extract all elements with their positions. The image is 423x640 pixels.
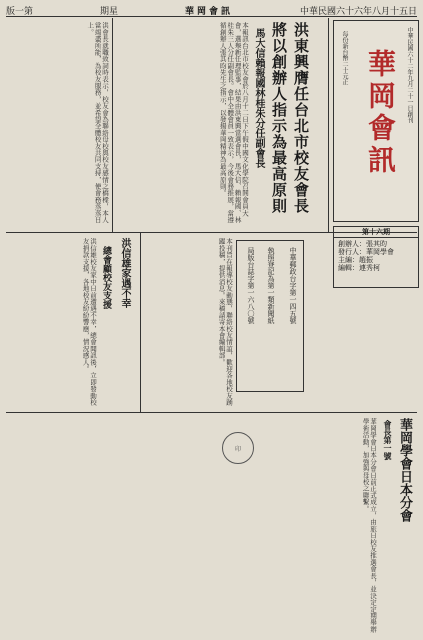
column-divider: [6, 412, 417, 413]
stamp-text: 印: [234, 445, 241, 453]
bottom-headline: 華岡學會日本分會: [397, 418, 412, 522]
registration-line: 中華郵政台字第一四五號: [289, 247, 297, 324]
page-label: 版一第: [6, 6, 34, 17]
registration-line: 局版台誌字第一六八〇號: [247, 247, 255, 324]
staff-name: 趙振: [359, 256, 373, 264]
issue-staff-box: [333, 226, 419, 288]
staff-row: [338, 240, 414, 248]
article-body: 本刊旨在報導校友動態，聯絡校友情誼，歡迎各地校友踴躍投稿，提供消息。來稿請寄本會編輯部。: [217, 238, 233, 406]
masthead-publisher-line: 中華民國六十二年九月二十一日創刊: [406, 27, 413, 123]
article-body: 洪信雄校友家中日前遭遇不幸，總會聞訊後，立即發動校友捐款支援，各地校友紛紛響應，情況感人。: [81, 238, 97, 406]
page-header: [6, 4, 417, 17]
main-subhead: 馬大信賴報國林桂朱分任副會長: [253, 28, 264, 168]
staff-list: [334, 238, 418, 274]
registration-line: 執照登記為第一類新聞紙: [267, 247, 275, 324]
column-divider: [328, 18, 329, 232]
masthead-subscription: 每份新台幣二十元正: [341, 31, 348, 85]
registration-box: [236, 240, 304, 392]
staff-row: [338, 264, 414, 272]
article-body: 本報訊台北市校友會於八月十二日下午假中國文化學院召開會員大會，選舉新任理監事，結果由洪東興當選會長，馬大信、賴報國、林桂朱三人分任副會長。會中全體會員一致表示，今後會務推展，當遵循創辦人張其昀先生之指示，以發揚華岡精神為最高原則。: [218, 22, 249, 223]
header-paper-name: 華岡會訊: [184, 6, 233, 17]
staff-role: 主編：: [338, 256, 359, 264]
staff-name: 張其昀: [366, 240, 387, 248]
staff-role: 編輯：: [338, 264, 359, 272]
staff-row: [338, 248, 414, 256]
staff-name: 華岡學會: [366, 248, 394, 256]
issue-number: 第十六期: [334, 227, 418, 238]
masthead: [333, 20, 419, 222]
staff-role: 創辦人：: [338, 240, 366, 248]
main-headline-2: 將以創辦人指示為最高原則: [270, 22, 288, 214]
weekday-label: 期星: [99, 6, 118, 17]
staff-role: 發行人：: [338, 248, 366, 256]
column-divider: [112, 18, 113, 232]
masthead-title: 華岡會訊: [364, 49, 397, 177]
staff-row: [338, 256, 414, 264]
side-subhead: 總會顧校友支援: [101, 246, 111, 309]
main-headline: 洪東興膺任台北市校友會長: [292, 22, 310, 214]
bottom-subhead: 會長第一號: [383, 420, 393, 460]
side-headline: 洪信雄家遇不幸: [119, 238, 130, 308]
staff-name: 連秀柯: [359, 264, 380, 272]
header-date: 中華民國六十六年八月十五日: [299, 6, 417, 17]
column-divider: [140, 232, 141, 412]
article-body: 洪會長就職致詞時表示，校友會為聯絡母校與校友感情之橋樑，本人當竭盡所能，為校友服務，並希望全體校友共同支持，使會務蒸蒸日上。: [86, 22, 109, 223]
article-body: 華岡學會日本分會日前正式成立，由旅日校友推選會長，並決定定期舉辦學術活動，加強與母校之聯繫。: [361, 418, 377, 633]
